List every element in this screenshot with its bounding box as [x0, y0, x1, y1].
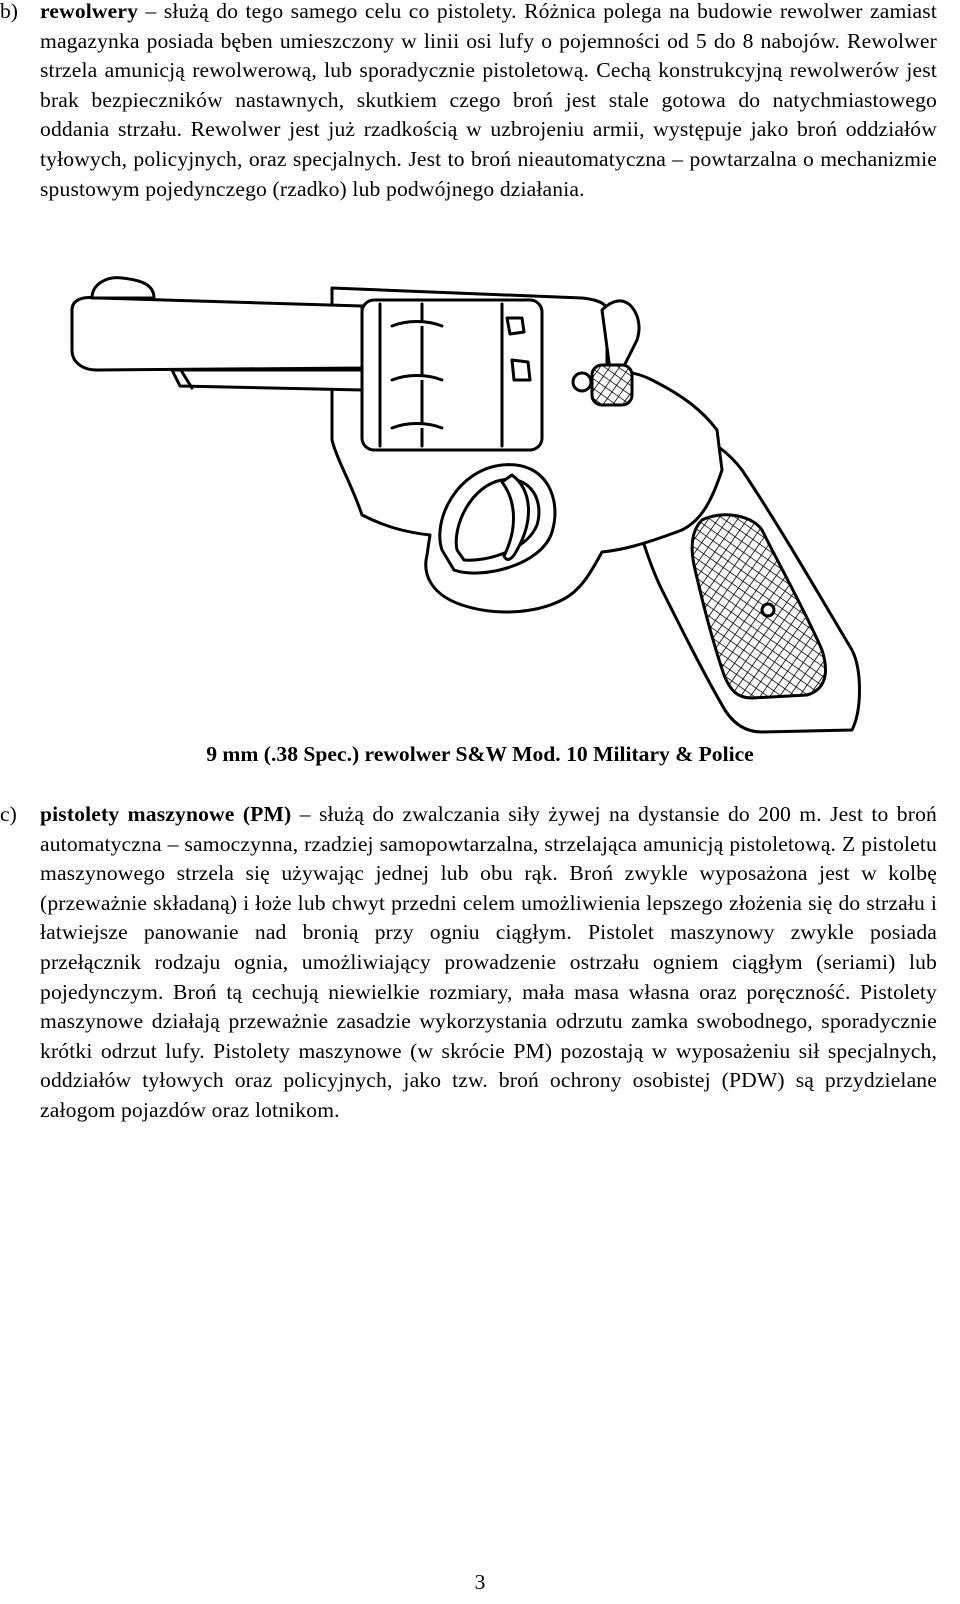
paragraph-submachine-guns: [0, 800, 960, 1126]
revolver-illustration: [62, 270, 882, 750]
paragraph-revolvers: [0, 0, 960, 204]
list-marker-c: c): [0, 802, 17, 826]
paragraph-revolvers-body: [40, 0, 937, 204]
paragraph-submachine-guns-body: [40, 800, 937, 1126]
list-marker-b: b): [0, 0, 18, 23]
term-submachine-guns: pistolety maszynowe (PM): [40, 802, 292, 826]
text-submachine-guns: – służą do zwalczania siły żywej na dystansie do 200 m. Jest to broń automatyczna – samoczynna, rzadziej samopowtarzalna, strzelająca amunicją pistoletową. Z pistoletu maszynowego strzela się używając jednej lub obu rąk. Broń zwykle wyposażona jest w kolbę (przeważnie składaną) i łoże lub chwyt przedni celem umożliwienia lepszego złożenia się do strzału i łatwiejsze panowanie nad bronią przy ogniu ciągłym. Pistolet maszynowy zwykle posiada przełącznik rodzaju ognia, umożliwiający prowadzenie ostrzału ogniem ciągłym (seriami) lub pojedynczym. Broń tą cechują niewielkie rozmiary, mała masa własna oraz poręczność. Pistolety maszynowe działają przeważnie zasadzie wykorzystania odrzutu zamka swobodnego, sporadycznie krótki odrzut lufy. Pistolety maszynowe (w skrócie PM) pozostają w wyposażeniu sił specjalnych, oddziałów tyłowych oraz policyjnych, jako tzw. broń ochrony osobistej (PDW) są przydzielane załogom pojazdów oraz lotnikom.: [40, 802, 937, 1122]
page-number: 3: [474, 1570, 486, 1594]
figure-caption: 9 mm (.38 Spec.) rewolwer S&W Mod. 10 Military & Police: [206, 742, 754, 766]
text-revolvers: – służą do tego samego celu co pistolety. Różnica polega na budowie rewolwer zamiast magazynka posiada bęben umieszczony w linii osi lufy o pojemności od 5 do 8 nabojów. Rewolwer strzela amunicją rewolwerową, lub sporadycznie pistoletową. Cechą konstrukcyjną rewolwerów jest brak bezpieczników nastawnych, skutkiem czego broń jest stale gotowa do natychmiastowego oddania strzału. Rewolwer jest już rzadkością w uzbrojeniu armii, występuje jako broń oddziałów tyłowych, policyjnych, oraz specjalnych. Jest to broń nieautomatyczna – powtarzalna o mechanizmie spustowym pojedynczego (rzadko) lub podwójnego działania.: [40, 0, 937, 201]
term-revolvers: rewolwery: [40, 0, 139, 23]
